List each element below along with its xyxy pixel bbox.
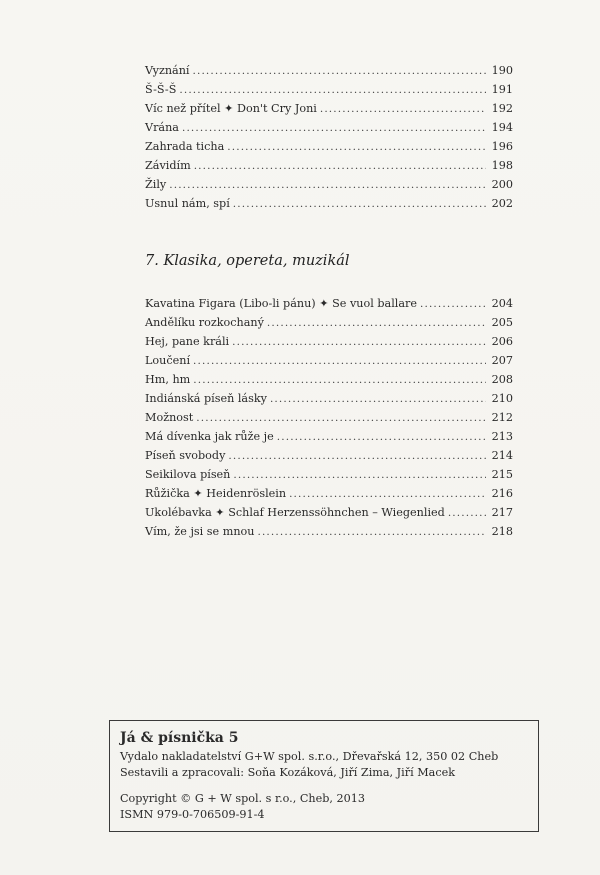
toc-leader-dots [193,371,486,390]
toc-leader-dots [232,333,486,352]
toc-entry-title: Loučení [145,354,191,367]
toc-entry [145,503,513,522]
toc-entry-title: Seikilova píseň [145,468,231,481]
toc-entry-page: 190 [491,64,513,77]
toc-leader-dots [169,176,486,195]
toc-entry-page: 215 [491,468,513,481]
toc-entry-title: Zahrada ticha [145,140,225,153]
toc-entry [145,427,513,446]
toc-entry-page: 214 [491,449,513,462]
toc-leader-dots [270,390,486,409]
toc-entry-page: 217 [491,506,513,519]
toc-entry-title: Vyznání [145,64,190,77]
toc-entry [145,522,513,541]
toc-entry-title: Žily [145,178,167,191]
toc-entry [145,446,513,465]
section-heading: 7. Klasika, opereta, muzikál [145,253,350,269]
toc-entry-title: Růžička ✦ Heidenröslein [145,487,287,500]
ismn-line: ISMN 979-0-706509-91-4 [120,808,265,821]
toc-leader-dots [320,100,486,119]
toc-entry [145,294,513,313]
toc-entry [145,99,513,118]
toc-entry-title: Andělíku rozkochaný [145,316,264,329]
toc-entry-page: 210 [491,392,513,405]
toc-entry-page: 202 [491,197,513,210]
toc-entry-title: Indiánská píseň lásky [145,392,267,405]
toc-leader-dots [233,195,486,214]
toc-entry [145,351,513,370]
toc-entry [145,137,513,156]
toc-leader-dots [267,314,486,333]
toc-entry-page: 204 [491,297,513,310]
toc-entry-page: 208 [491,373,513,386]
book-title: Já & písnička 5 [120,730,239,746]
toc-entry-page: 196 [491,140,513,153]
toc-entry [145,465,513,484]
spacer [120,781,538,791]
editors-line: Sestavili a zpracovali: Soňa Kozáková, Jiří Zima, Jiří Macek [120,766,456,779]
publisher-line: Vydalo nakladatelství G+W spol. s.r.o., Dřevařská 12, 350 02 Cheb [120,750,499,763]
toc-entry-title: Možnost [145,411,194,424]
toc-leader-dots [179,81,486,100]
toc-leader-dots [277,428,486,447]
toc-entry-title: Usnul nám, spí [145,197,230,210]
toc-entry-page: 213 [491,430,513,443]
toc-leader-dots [448,504,486,523]
toc-leader-dots [233,466,486,485]
toc-entry-title: Závidím [145,159,191,172]
toc-leader-dots [289,485,486,504]
toc-leader-dots [196,409,486,428]
toc-entry [145,80,513,99]
toc-entry-page: 194 [491,121,513,134]
toc-entry [145,61,513,80]
toc-entry-title: Hm, hm [145,373,191,386]
toc-entry-title: Vrána [145,121,179,134]
toc-entry-title: Má dívenka jak růže je [145,430,274,443]
toc-entry-page: 206 [491,335,513,348]
toc-entry-title: Hej, pane králi [145,335,230,348]
toc-entry-page: 198 [491,159,513,172]
toc-entry-page: 207 [491,354,513,367]
toc-entry-page: 205 [491,316,513,329]
toc-entry-page: 192 [491,102,513,115]
toc-entry-title: Š-Š-Š [145,83,177,96]
colophon-box [109,720,539,832]
toc-entry-title: Kavatina Figara (Libo-li pánu) ✦ Se vuol ballare [145,297,417,310]
toc-leader-dots [194,157,486,176]
toc-entry-page: 218 [491,525,513,538]
toc-entry-title: Píseň svobody [145,449,226,462]
toc-entry-title: Vím, že jsi se mnou [145,525,255,538]
toc-entry [145,484,513,503]
toc-entry [145,332,513,351]
toc-entry [145,175,513,194]
toc-entry [145,313,513,332]
toc-entry [145,408,513,427]
toc-entry-title: Víc než přítel ✦ Don't Cry Joni [145,102,317,115]
toc-leader-dots [257,523,486,542]
toc-leader-dots [193,352,486,371]
toc-leader-dots [227,138,486,157]
table-of-contents-part-2 [145,294,513,541]
toc-leader-dots [182,119,486,138]
copyright-line: Copyright © G + W spol. s r.o., Cheb, 2013 [120,792,365,805]
toc-entry-page: 212 [491,411,513,424]
toc-leader-dots [228,447,486,466]
toc-entry-page: 216 [491,487,513,500]
toc-entry [145,118,513,137]
toc-entry-title: Ukolébavka ✦ Schlaf Herzenssöhnchen – Wiegenlied [145,506,445,519]
table-of-contents-part-1 [145,61,513,213]
toc-leader-dots [193,62,487,81]
toc-entry-page: 191 [491,83,513,96]
toc-entry [145,194,513,213]
toc-entry [145,156,513,175]
toc-entry-page: 200 [491,178,513,191]
toc-leader-dots [420,295,486,314]
toc-entry [145,370,513,389]
toc-entry [145,389,513,408]
